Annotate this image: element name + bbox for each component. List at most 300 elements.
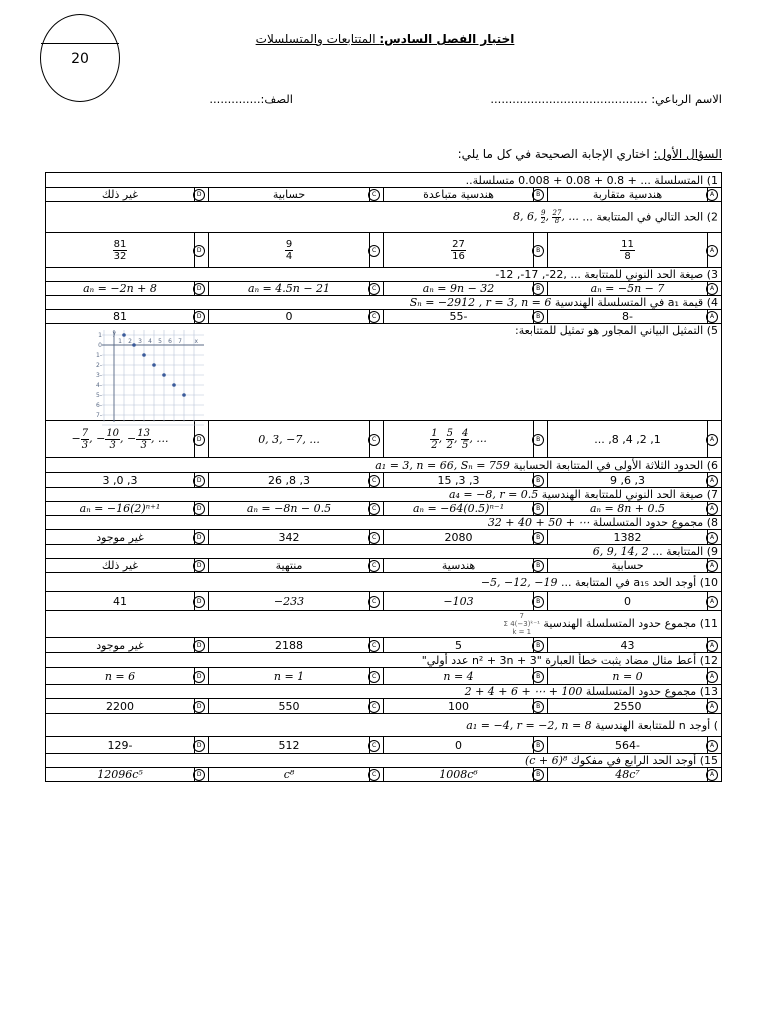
choice-option[interactable] bbox=[209, 233, 370, 268]
choice-letter-cell[interactable] bbox=[534, 768, 548, 782]
choice-option[interactable] bbox=[46, 233, 195, 268]
fraction-denominator: 2 bbox=[446, 439, 453, 451]
question-number: 6) bbox=[703, 458, 718, 472]
choice-option[interactable] bbox=[46, 699, 195, 714]
choice-option[interactable] bbox=[548, 421, 708, 458]
choice-badge-d[interactable]: D bbox=[193, 283, 205, 295]
fraction bbox=[541, 210, 545, 225]
choice-text: 100 bbox=[448, 699, 470, 713]
fraction-denominator: 3 bbox=[81, 439, 89, 451]
choice-badge-c[interactable]: C bbox=[368, 283, 380, 295]
choice-option[interactable] bbox=[209, 737, 370, 754]
choice-badge-a[interactable]: A bbox=[706, 671, 718, 683]
choice-fraction-list: − $\frac{7}{3}$ , − $\frac{10}{3}$ , − $\frac{13}{3}$ , ... bbox=[71, 427, 169, 451]
choice-letter-cell[interactable] bbox=[707, 188, 721, 202]
choice-letter-cell[interactable] bbox=[369, 530, 383, 545]
choice-option[interactable] bbox=[384, 421, 534, 458]
choice-badge-c[interactable]: C bbox=[368, 596, 380, 608]
choice-option[interactable] bbox=[384, 737, 534, 754]
exam-title bbox=[240, 32, 530, 46]
choice-badge-d[interactable]: D bbox=[193, 560, 205, 572]
question-cell bbox=[46, 268, 722, 282]
choice-badge-b[interactable]: B bbox=[532, 560, 544, 572]
choice-text: 3, 8, 26 bbox=[268, 473, 311, 487]
choice-option[interactable] bbox=[209, 188, 370, 202]
question-row bbox=[46, 296, 722, 310]
choice-badge-b[interactable]: B bbox=[532, 503, 544, 515]
choice-letter-cell[interactable] bbox=[534, 668, 548, 685]
choice-letter-cell[interactable] bbox=[195, 421, 209, 458]
choice-letter-cell[interactable] bbox=[534, 530, 548, 545]
choice-letter-cell[interactable] bbox=[369, 559, 383, 573]
choice-badge-d[interactable]: D bbox=[193, 596, 205, 608]
choice-option[interactable] bbox=[46, 592, 195, 611]
choice-option[interactable] bbox=[46, 282, 195, 296]
choice-badge-a[interactable]: A bbox=[706, 769, 718, 781]
graph-point bbox=[122, 333, 126, 337]
class-field[interactable]: الصف:.............. bbox=[209, 92, 293, 106]
choice-text: 0 bbox=[455, 738, 463, 752]
choice-text: aₙ = 9n − 32 bbox=[422, 282, 495, 295]
y-tick-label: -7 bbox=[96, 412, 102, 419]
choice-letter-cell[interactable] bbox=[707, 668, 721, 685]
question-cell bbox=[46, 653, 722, 668]
options-row bbox=[46, 188, 722, 202]
choice-badge-a[interactable]: A bbox=[706, 740, 718, 752]
choice-letter-cell[interactable] bbox=[369, 638, 383, 653]
question-number: 3) bbox=[703, 268, 718, 281]
choice-letter-cell[interactable] bbox=[534, 737, 548, 754]
choice-option[interactable] bbox=[46, 530, 195, 545]
choice-option[interactable] bbox=[46, 421, 195, 458]
fraction-numerator: 9 bbox=[541, 208, 546, 217]
choice-text: 81 bbox=[113, 310, 127, 323]
choice-text: هندسية متباعدة bbox=[423, 188, 494, 201]
choice-letter-cell[interactable] bbox=[195, 473, 209, 488]
choice-letter-cell[interactable] bbox=[369, 473, 383, 488]
choice-letter-cell[interactable] bbox=[369, 699, 383, 714]
choice-text: c⁸ bbox=[283, 768, 295, 781]
choice-badge-d[interactable]: D bbox=[193, 475, 205, 487]
choice-text: aₙ = −2n + 8 bbox=[83, 282, 157, 295]
sigma-upper: 7 bbox=[519, 612, 524, 620]
choice-option[interactable] bbox=[209, 421, 370, 458]
choice-badge-a[interactable]: A bbox=[706, 503, 718, 515]
sigma-lower: k = 1 bbox=[512, 628, 532, 636]
choice-text: 2200 bbox=[106, 699, 134, 713]
choice-badge-c[interactable]: C bbox=[368, 740, 380, 752]
choice-letter-cell[interactable] bbox=[195, 668, 209, 685]
choice-text: 48c⁷ bbox=[615, 768, 640, 781]
choice-badge-c[interactable]: C bbox=[368, 311, 380, 323]
choice-text: منتهية bbox=[275, 559, 303, 572]
fraction bbox=[113, 239, 128, 262]
choice-letter-cell[interactable] bbox=[707, 638, 721, 653]
score-oval bbox=[40, 14, 120, 102]
choice-option[interactable] bbox=[548, 559, 708, 573]
fraction bbox=[81, 428, 89, 451]
choice-badge-c[interactable]: C bbox=[368, 503, 380, 515]
y-tick-label: -6 bbox=[96, 402, 102, 409]
question-number: 7) bbox=[703, 488, 718, 501]
choice-letter-cell[interactable] bbox=[707, 421, 721, 458]
choice-badge-a[interactable]: A bbox=[706, 560, 718, 572]
choice-option[interactable] bbox=[384, 310, 534, 324]
fraction-denominator: 3 bbox=[140, 439, 147, 451]
question-text: مجموع حدود المتسلسلة bbox=[589, 516, 704, 529]
options-row bbox=[46, 699, 722, 714]
options-row bbox=[46, 668, 722, 685]
choice-letter-cell[interactable] bbox=[195, 233, 209, 268]
score-value: 20 bbox=[71, 51, 89, 67]
choice-option[interactable] bbox=[209, 668, 370, 685]
question-cell bbox=[46, 173, 722, 188]
x-tick-label: 7 bbox=[178, 338, 182, 345]
question-text: صيغة الحد النوني للمتتابعة ... ,22-, 17-, 12- bbox=[495, 268, 704, 281]
question-row bbox=[46, 268, 722, 282]
x-tick-label: 1 bbox=[118, 338, 122, 345]
question-text: صيغة الحد النوني للمتتابعة الهندسية bbox=[538, 488, 704, 501]
choice-letter-cell[interactable] bbox=[707, 233, 721, 268]
choice-badge-b[interactable]: B bbox=[532, 189, 544, 201]
choice-option[interactable] bbox=[548, 699, 708, 714]
choice-badge-b[interactable]: B bbox=[532, 596, 544, 608]
fraction bbox=[446, 428, 454, 451]
choice-badge-a[interactable]: A bbox=[706, 640, 718, 652]
choice-letter-cell[interactable] bbox=[534, 699, 548, 714]
question-cell bbox=[46, 545, 722, 559]
choice-option[interactable] bbox=[384, 188, 534, 202]
choice-badge-a[interactable]: A bbox=[706, 189, 718, 201]
choice-badge-b[interactable]: B bbox=[532, 671, 544, 683]
choice-option[interactable] bbox=[209, 530, 370, 545]
choice-letter-cell[interactable] bbox=[195, 699, 209, 714]
choice-badge-d[interactable]: D bbox=[193, 740, 205, 752]
choice-badge-a[interactable]: A bbox=[706, 532, 718, 544]
question-given: a₁ = 3, n = 66, Sₙ = 759 bbox=[375, 458, 510, 472]
choice-text: aₙ = −16(2)ⁿ⁺¹ bbox=[79, 502, 161, 515]
question-row bbox=[46, 202, 722, 233]
choice-badge-c[interactable]: C bbox=[368, 769, 380, 781]
choice-option[interactable] bbox=[46, 559, 195, 573]
question-given: 2 + 4 + 6 + ⋯ + 100 bbox=[464, 685, 583, 698]
choice-text: 342 bbox=[278, 530, 300, 544]
choice-badge-c[interactable]: C bbox=[368, 189, 380, 201]
fraction-denominator: 8 bbox=[554, 216, 560, 225]
choice-badge-a[interactable]: A bbox=[706, 475, 718, 487]
question-given: a₁ = −4, r = −2, n = 8 bbox=[466, 718, 592, 732]
y-tick-label: -3 bbox=[96, 372, 102, 379]
choice-badge-b[interactable]: B bbox=[532, 434, 544, 446]
choice-badge-d[interactable]: D bbox=[193, 311, 205, 323]
choice-letter-cell[interactable] bbox=[534, 233, 548, 268]
x-tick-label: 6 bbox=[168, 338, 172, 345]
choice-letter-cell[interactable] bbox=[707, 530, 721, 545]
choice-badge-a[interactable]: A bbox=[706, 311, 718, 323]
quiz-table bbox=[45, 172, 722, 782]
choice-text: aₙ = −5n − 7 bbox=[590, 282, 665, 295]
exam-title-rest: المتتابعات والمتسلسلات bbox=[255, 32, 380, 46]
fraction bbox=[136, 428, 151, 451]
choice-option[interactable] bbox=[384, 638, 534, 653]
choice-badge-c[interactable]: C bbox=[368, 560, 380, 572]
choice-option[interactable] bbox=[548, 668, 708, 685]
choice-letter-cell[interactable] bbox=[195, 530, 209, 545]
choice-badge-b[interactable]: B bbox=[532, 532, 544, 544]
choice-option[interactable] bbox=[209, 473, 370, 488]
options-row bbox=[46, 282, 722, 296]
choice-letter-cell[interactable] bbox=[707, 502, 721, 516]
choice-letter-cell[interactable] bbox=[195, 768, 209, 782]
options-row bbox=[46, 473, 722, 488]
choice-badge-b[interactable]: B bbox=[532, 769, 544, 781]
sequence-end: , ... bbox=[561, 210, 579, 223]
question-row bbox=[46, 488, 722, 502]
choice-letter-cell[interactable] bbox=[534, 473, 548, 488]
y-tick-label: 0 bbox=[98, 342, 102, 349]
choice-option[interactable] bbox=[46, 310, 195, 324]
choice-text: -55 bbox=[449, 310, 468, 323]
question-number: ) bbox=[710, 718, 718, 732]
choice-letter-cell[interactable] bbox=[534, 421, 548, 458]
choice-badge-c[interactable]: C bbox=[368, 701, 380, 713]
choice-letter-cell[interactable] bbox=[707, 737, 721, 754]
choice-badge-b[interactable]: B bbox=[532, 475, 544, 487]
choice-badge-d[interactable]: D bbox=[193, 769, 205, 781]
choice-letter-cell[interactable] bbox=[369, 282, 383, 296]
choice-option[interactable] bbox=[384, 668, 534, 685]
choice-option[interactable] bbox=[46, 768, 195, 782]
choice-option[interactable] bbox=[384, 768, 534, 782]
choice-option[interactable] bbox=[46, 188, 195, 202]
choice-option[interactable] bbox=[46, 668, 195, 685]
choice-option[interactable] bbox=[384, 282, 534, 296]
choice-letter-cell[interactable] bbox=[195, 502, 209, 516]
question-row bbox=[46, 173, 722, 188]
choice-text: 5 bbox=[455, 638, 463, 652]
choice-text: هندسية متقاربة bbox=[592, 188, 663, 201]
choice-letter-cell[interactable] bbox=[195, 188, 209, 202]
choice-letter-cell[interactable] bbox=[195, 638, 209, 653]
choice-option[interactable] bbox=[548, 768, 708, 782]
question-number: 5) bbox=[703, 324, 718, 337]
choice-letter-cell[interactable] bbox=[369, 768, 383, 782]
choice-option[interactable] bbox=[209, 699, 370, 714]
choice-badge-b[interactable]: B bbox=[532, 311, 544, 323]
choice-option[interactable] bbox=[548, 638, 708, 653]
choice-option[interactable] bbox=[548, 282, 708, 296]
choice-letter-cell[interactable] bbox=[195, 310, 209, 324]
choice-option[interactable] bbox=[384, 592, 534, 611]
question-cell bbox=[46, 488, 722, 502]
choice-badge-a[interactable]: A bbox=[706, 596, 718, 608]
fraction-denominator: 4 bbox=[285, 250, 293, 262]
choice-option[interactable] bbox=[209, 502, 370, 516]
choice-option[interactable] bbox=[384, 502, 534, 516]
choice-option[interactable] bbox=[548, 310, 708, 324]
choice-letter-cell[interactable] bbox=[534, 592, 548, 611]
choice-letter-cell[interactable] bbox=[369, 233, 383, 268]
choice-letter-cell[interactable] bbox=[369, 592, 383, 611]
name-field[interactable]: الاسم الرباعي: ........................................... bbox=[490, 92, 722, 106]
choice-text: 41 bbox=[113, 594, 127, 608]
choice-option[interactable] bbox=[384, 233, 534, 268]
choice-badge-c[interactable]: C bbox=[368, 640, 380, 652]
choice-badge-b[interactable]: B bbox=[532, 245, 544, 257]
choice-letter-cell[interactable] bbox=[195, 282, 209, 296]
choice-badge-d[interactable]: D bbox=[193, 671, 205, 683]
choice-badge-c[interactable]: C bbox=[368, 671, 380, 683]
choice-text: 0 bbox=[285, 310, 293, 323]
choice-badge-c[interactable]: C bbox=[368, 532, 380, 544]
choice-option[interactable] bbox=[209, 282, 370, 296]
y-tick-label: -1 bbox=[96, 352, 102, 359]
choice-option[interactable] bbox=[46, 473, 195, 488]
choice-badge-d[interactable]: D bbox=[193, 503, 205, 515]
x-tick-label: 4 bbox=[148, 338, 152, 345]
choice-badge-b[interactable]: B bbox=[532, 640, 544, 652]
choice-badge-b[interactable]: B bbox=[532, 701, 544, 713]
question-cell bbox=[46, 296, 722, 310]
question-row bbox=[46, 754, 722, 768]
choice-letter-cell[interactable] bbox=[707, 282, 721, 296]
choice-letter-cell[interactable] bbox=[707, 310, 721, 324]
choice-option[interactable] bbox=[209, 768, 370, 782]
choice-option[interactable] bbox=[209, 310, 370, 324]
question-row bbox=[46, 324, 722, 421]
sigma-symbol: Σ bbox=[503, 620, 511, 628]
question-row bbox=[46, 714, 722, 737]
choice-option[interactable] bbox=[548, 473, 708, 488]
choice-badge-a[interactable]: A bbox=[706, 245, 718, 257]
question-number: 4) bbox=[703, 296, 718, 309]
choice-option[interactable] bbox=[384, 473, 534, 488]
fraction bbox=[105, 428, 120, 451]
options-row bbox=[46, 502, 722, 516]
choice-text: غير ذلك bbox=[101, 188, 139, 201]
choice-option[interactable] bbox=[46, 638, 195, 653]
choice-option[interactable] bbox=[384, 530, 534, 545]
choice-badge-a[interactable]: A bbox=[706, 283, 718, 295]
choice-badge-d[interactable]: D bbox=[193, 245, 205, 257]
question-text: أوجد الحد الرابع في مفكوك bbox=[567, 754, 697, 767]
question-cell bbox=[46, 573, 722, 592]
choice-badge-b[interactable]: B bbox=[532, 740, 544, 752]
choice-text: هندسية bbox=[441, 559, 476, 572]
choice-letter-cell[interactable] bbox=[195, 559, 209, 573]
choice-letter-cell[interactable] bbox=[534, 310, 548, 324]
choice-text: غير ذلك bbox=[101, 559, 139, 572]
choice-badge-d[interactable]: D bbox=[193, 532, 205, 544]
choice-text: 550 bbox=[278, 699, 300, 713]
question-given: (c + 6)⁸ bbox=[524, 754, 568, 767]
choice-letter-cell[interactable] bbox=[195, 592, 209, 611]
question-cell bbox=[46, 202, 722, 233]
options-row bbox=[46, 310, 722, 324]
choice-letter-cell[interactable] bbox=[369, 737, 383, 754]
question-given: −5, −12, −19 bbox=[480, 575, 558, 589]
choice-option[interactable] bbox=[548, 530, 708, 545]
choice-letter-cell[interactable] bbox=[534, 502, 548, 516]
choice-text: -8 bbox=[622, 310, 633, 323]
choice-text: 2188 bbox=[275, 638, 304, 652]
question-number: 1) bbox=[703, 173, 718, 187]
choice-option[interactable] bbox=[548, 502, 708, 516]
choice-letter-cell[interactable] bbox=[195, 737, 209, 754]
choice-badge-a[interactable]: A bbox=[706, 434, 718, 446]
choice-text: 0, 3, −7, ... bbox=[258, 432, 320, 446]
fraction-denominator: 8 bbox=[624, 250, 631, 262]
choice-badge-a[interactable]: A bbox=[706, 701, 718, 713]
choice-letter-cell[interactable] bbox=[369, 421, 383, 458]
choice-letter-cell[interactable] bbox=[369, 310, 383, 324]
choice-text: غير موجود bbox=[96, 638, 144, 652]
choice-badge-d[interactable]: D bbox=[193, 189, 205, 201]
choice-badge-d[interactable]: D bbox=[193, 701, 205, 713]
choice-option[interactable] bbox=[209, 638, 370, 653]
choice-letter-cell[interactable] bbox=[534, 282, 548, 296]
choice-letter-cell[interactable] bbox=[369, 502, 383, 516]
choice-option[interactable] bbox=[548, 188, 708, 202]
choice-text: 43 bbox=[620, 638, 635, 652]
question-cell bbox=[46, 324, 722, 421]
choice-letter-cell[interactable] bbox=[707, 559, 721, 573]
choice-option[interactable] bbox=[46, 737, 195, 754]
choice-text: aₙ = 4.5n − 21 bbox=[248, 282, 331, 295]
choice-badge-d[interactable]: D bbox=[193, 640, 205, 652]
choice-option[interactable] bbox=[548, 737, 708, 754]
choice-fraction-tail: , ... bbox=[469, 432, 487, 445]
choice-option[interactable] bbox=[548, 233, 708, 268]
fraction-denominator: 2 bbox=[541, 216, 546, 225]
choice-badge-d[interactable]: D bbox=[193, 434, 205, 446]
choice-letter-cell[interactable] bbox=[707, 473, 721, 488]
fraction bbox=[620, 239, 635, 262]
choice-text: n = 1 bbox=[273, 669, 305, 683]
choice-text: 3, 0, 3 bbox=[102, 473, 138, 487]
choice-badge-b[interactable]: B bbox=[532, 283, 544, 295]
choice-option[interactable] bbox=[209, 592, 370, 611]
choice-text: حسابية bbox=[272, 188, 306, 201]
choice-letter-cell[interactable] bbox=[534, 188, 548, 202]
choice-letter-cell[interactable] bbox=[707, 592, 721, 611]
choice-option[interactable] bbox=[384, 699, 534, 714]
choice-option[interactable] bbox=[384, 559, 534, 573]
choice-letter-cell[interactable] bbox=[369, 668, 383, 685]
choice-letter-cell[interactable] bbox=[369, 188, 383, 202]
choice-option[interactable] bbox=[209, 559, 370, 573]
choice-text: 1008c⁶ bbox=[439, 768, 478, 781]
choice-badge-c[interactable]: C bbox=[368, 475, 380, 487]
choice-text: 2550 bbox=[613, 699, 642, 713]
choice-letter-cell[interactable] bbox=[707, 768, 721, 782]
question-given: 6, 9, 14, 2 bbox=[592, 545, 649, 558]
choice-letter-cell[interactable] bbox=[534, 559, 548, 573]
choice-badge-c[interactable]: C bbox=[368, 245, 380, 257]
question-text: قيمة a₁ في المتسلسلة الهندسية bbox=[551, 296, 704, 309]
question-row bbox=[46, 516, 722, 530]
section-title: السؤال الأول: bbox=[653, 147, 722, 161]
choice-badge-c[interactable]: C bbox=[368, 434, 380, 446]
choice-letter-cell[interactable] bbox=[534, 638, 548, 653]
choice-option[interactable] bbox=[548, 592, 708, 611]
question-number: 8) bbox=[703, 516, 718, 529]
fraction-numerator: 13 bbox=[137, 427, 150, 439]
choice-letter-cell[interactable] bbox=[707, 699, 721, 714]
options-row bbox=[46, 768, 722, 782]
choice-option[interactable] bbox=[46, 502, 195, 516]
x-tick-label: 3 bbox=[138, 338, 142, 345]
